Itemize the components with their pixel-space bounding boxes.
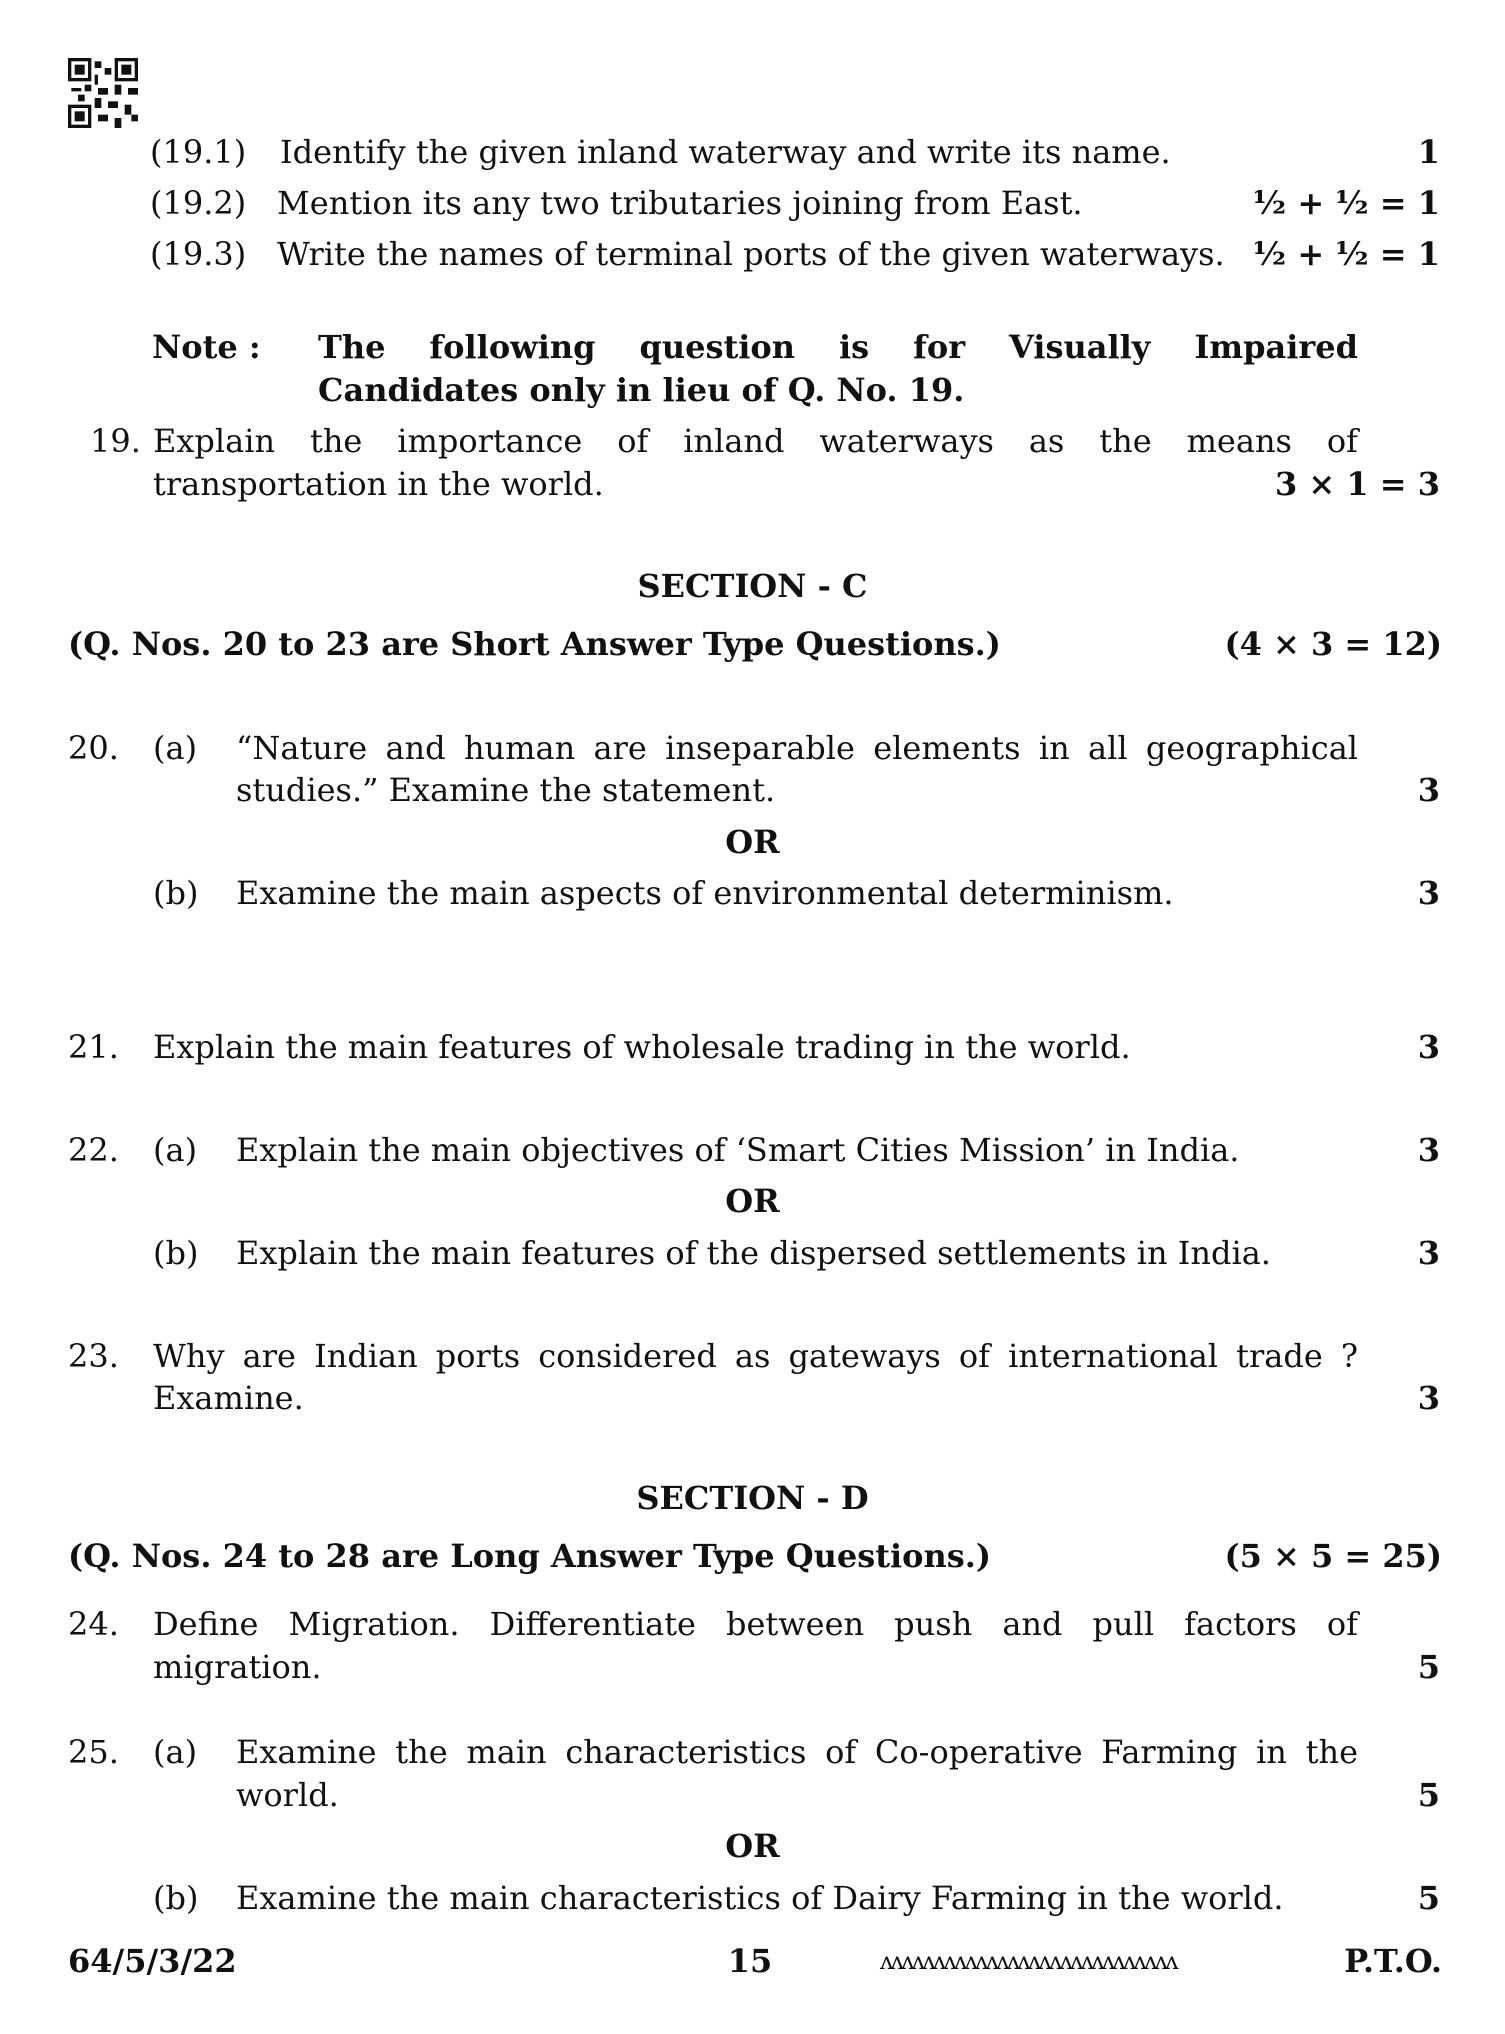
q22-b-label: (b) [153, 1234, 199, 1272]
qr-code-icon [68, 58, 138, 128]
q25-or: OR [725, 1827, 780, 1865]
q24-line-1: Define Migration. Differentiate between push and pull factors of [153, 1605, 1358, 1643]
footer-page-number: 15 [727, 1942, 773, 1980]
q22-number: 22. [68, 1131, 119, 1169]
q25-b-label: (b) [153, 1879, 199, 1917]
section-d-subtitle: (Q. Nos. 24 to 28 are Long Answer Type Questions.) [68, 1537, 992, 1575]
q19-3-marks: ½ + ½ = 1 [1252, 235, 1440, 273]
q20-or: OR [725, 823, 780, 861]
q22-b-marks: 3 [1417, 1234, 1440, 1272]
q22-b-text: Explain the main features of the dispersed settlements in India. [236, 1234, 1271, 1272]
q25-a-label: (a) [153, 1733, 198, 1771]
section-d-title: SECTION - D [636, 1479, 869, 1517]
q19-1-marks: 1 [1417, 133, 1440, 171]
q19-2-text: Mention its any two tributaries joining from East. [277, 184, 1083, 222]
note-line-1: The following question is for Visually Impaired [318, 328, 1358, 366]
q25-a-line-2: world. [236, 1776, 339, 1814]
q24-marks: 5 [1417, 1648, 1440, 1686]
q20-b-marks: 3 [1417, 874, 1440, 912]
section-d-marks: (5 × 5 = 25) [1224, 1537, 1442, 1575]
q19-1-number: (19.1) [150, 133, 247, 171]
q22-a-label: (a) [153, 1131, 198, 1169]
q23-line-1: Why are Indian ports considered as gateways of international trade ? [153, 1337, 1358, 1375]
q19-2-number: (19.2) [150, 184, 247, 222]
q19-vi-line-1: Explain the importance of inland waterways as the means of [153, 422, 1358, 460]
q24-number: 24. [68, 1605, 119, 1643]
section-c-title: SECTION - C [637, 567, 868, 605]
q20-a-line-1: “Nature and human are inseparable elements in all geographical [236, 729, 1358, 767]
q22-a-marks: 3 [1417, 1131, 1440, 1169]
q25-a-marks: 5 [1417, 1776, 1440, 1814]
q20-a-label: (a) [153, 729, 198, 767]
section-c-marks: (4 × 3 = 12) [1224, 625, 1442, 663]
q21-number: 21. [68, 1028, 119, 1066]
q20-b-label: (b) [153, 874, 199, 912]
q22-or: OR [725, 1182, 780, 1220]
q21-marks: 3 [1417, 1028, 1440, 1066]
q20-b-text: Examine the main aspects of environmental determinism. [236, 874, 1174, 912]
note-label: Note : [152, 328, 261, 366]
q21-text: Explain the main features of wholesale trading in the world. [153, 1028, 1131, 1066]
q25-b-marks: 5 [1417, 1879, 1440, 1917]
q19-vi-number: 19. [90, 422, 141, 460]
q20-a-line-2: studies.” Examine the statement. [236, 771, 776, 809]
q19-3-text: Write the names of terminal ports of the given waterways. [277, 235, 1225, 273]
q19-2-marks: ½ + ½ = 1 [1252, 184, 1440, 222]
section-c-subtitle: (Q. Nos. 20 to 23 are Short Answer Type Questions.) [68, 625, 1001, 663]
footer-paper-code: 64/5/3/22 [68, 1942, 237, 1980]
q22-a-text: Explain the main objectives of ‘Smart Cities Mission’ in India. [236, 1131, 1240, 1169]
q20-a-marks: 3 [1417, 771, 1440, 809]
q19-1-text: Identify the given inland waterway and write its name. [280, 133, 1171, 171]
q25-number: 25. [68, 1733, 119, 1771]
q20-number: 20. [68, 729, 119, 767]
q19-vi-line-2: transportation in the world. [153, 465, 604, 503]
footer-pto: P.T.O. [1344, 1942, 1442, 1980]
q25-b-text: Examine the main characteristics of Dairy Farming in the world. [236, 1879, 1284, 1917]
q19-3-number: (19.3) [150, 235, 247, 273]
note-line-2: Candidates only in lieu of Q. No. 19. [318, 371, 965, 409]
q25-a-line-1: Examine the main characteristics of Co-operative Farming in the [236, 1733, 1358, 1771]
q24-line-2: migration. [153, 1648, 322, 1686]
q23-number: 23. [68, 1337, 119, 1375]
footer-wave-line: ʌʌʌʌʌʌʌʌʌʌʌʌʌʌʌʌʌʌʌʌʌʌʌʌʌʌʌʌ [880, 1947, 1176, 1975]
q23-line-2: Examine. [153, 1379, 304, 1417]
q19-vi-marks: 3 × 1 = 3 [1275, 465, 1440, 503]
q23-marks: 3 [1417, 1379, 1440, 1417]
